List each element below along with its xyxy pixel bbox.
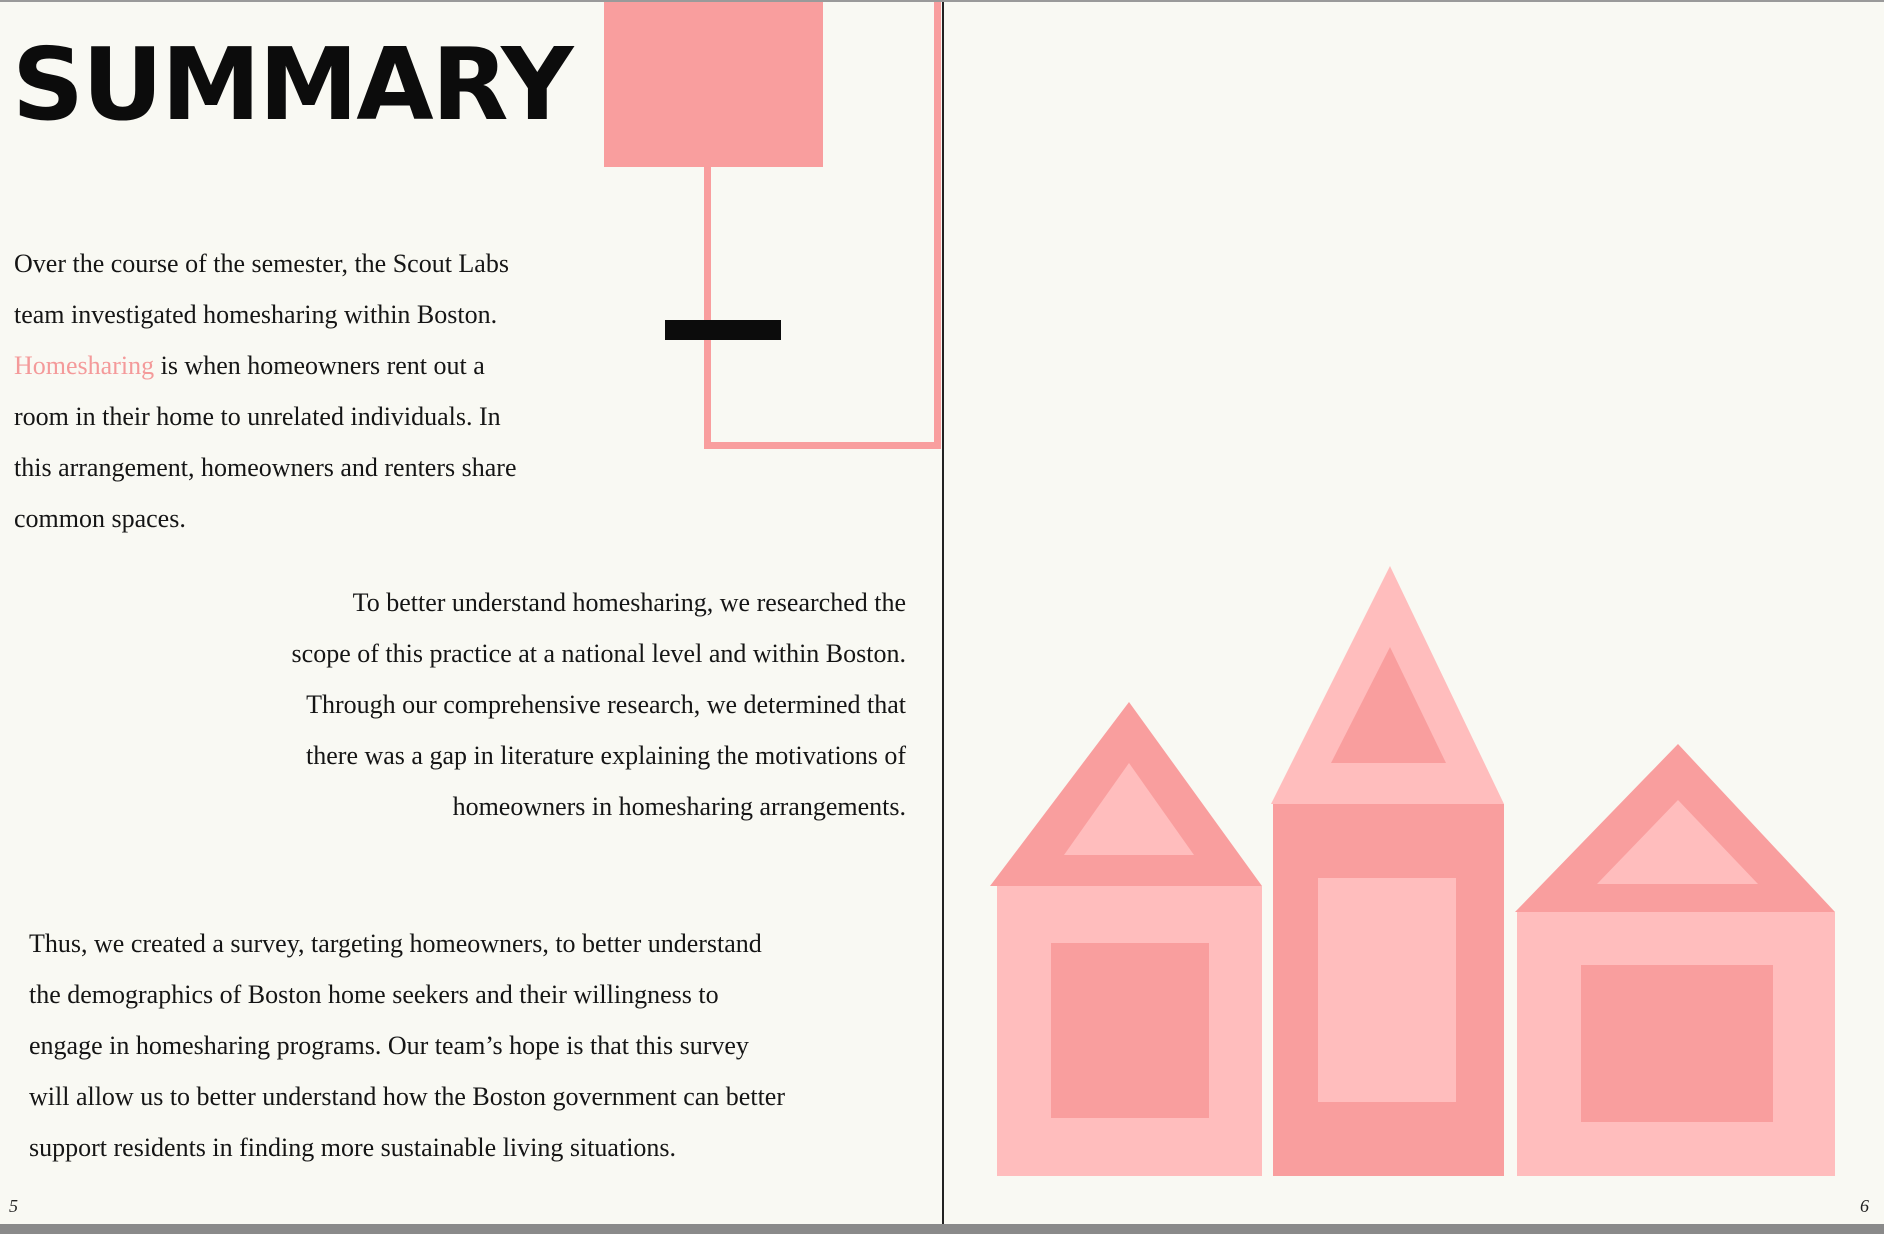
- text-line: is when homeowners rent out a: [154, 351, 485, 380]
- text-line: To better understand homesharing, we researched the: [352, 588, 906, 617]
- page-number-right: 6: [1860, 1196, 1869, 1216]
- text-line: homeowners in homesharing arrangements.: [452, 792, 906, 821]
- page-gutter-divider: [942, 2, 944, 1224]
- decorative-pink-line: [934, 2, 941, 449]
- text-line: room in their home to unrelated individuals. In: [14, 402, 501, 431]
- three-houses-illustration: [990, 562, 1840, 1178]
- text-line: Through our comprehensive research, we determined that: [306, 690, 906, 719]
- house-right-window: [1581, 965, 1773, 1122]
- decorative-black-bar: [665, 320, 781, 340]
- text-line: the demographics of Boston home seekers and their willingness to: [29, 980, 719, 1009]
- text-line: engage in homesharing programs. Our team’s hope is that this survey: [29, 1031, 749, 1060]
- text-line: common spaces.: [14, 504, 186, 533]
- window-bottom-border: [0, 1224, 1884, 1234]
- survey-paragraph: [29, 918, 929, 1173]
- text-line: support residents in finding more sustainable living situations.: [29, 1133, 677, 1162]
- text-line: Thus, we created a survey, targeting homeowners, to better understand: [29, 929, 762, 958]
- research-paragraph: [190, 577, 906, 832]
- text-line: team investigated homesharing within Boston.: [14, 300, 498, 329]
- decorative-pink-square: [604, 2, 823, 167]
- text-line: will allow us to better understand how the Boston government can better: [29, 1082, 785, 1111]
- house-left: [990, 702, 1262, 1176]
- house-middle: [1271, 566, 1504, 1176]
- text-line: Over the course of the semester, the Scout Labs: [14, 249, 509, 278]
- highlighted-term: Homesharing: [14, 351, 155, 380]
- decorative-pink-line: [704, 442, 941, 449]
- decorative-pink-line: [704, 167, 711, 449]
- page-title: SUMMARY: [12, 26, 572, 143]
- text-line: scope of this practice at a national level and within Boston.: [291, 639, 906, 668]
- page-number-left: 5: [9, 1196, 18, 1216]
- document-spread: [0, 2, 1884, 1224]
- intro-paragraph: [14, 238, 614, 544]
- house-middle-window: [1318, 878, 1456, 1102]
- house-left-window: [1051, 943, 1209, 1118]
- house-right: [1515, 744, 1835, 1176]
- text-line: this arrangement, homeowners and renters share: [14, 453, 517, 482]
- text-line: there was a gap in literature explaining the motivations of: [306, 741, 906, 770]
